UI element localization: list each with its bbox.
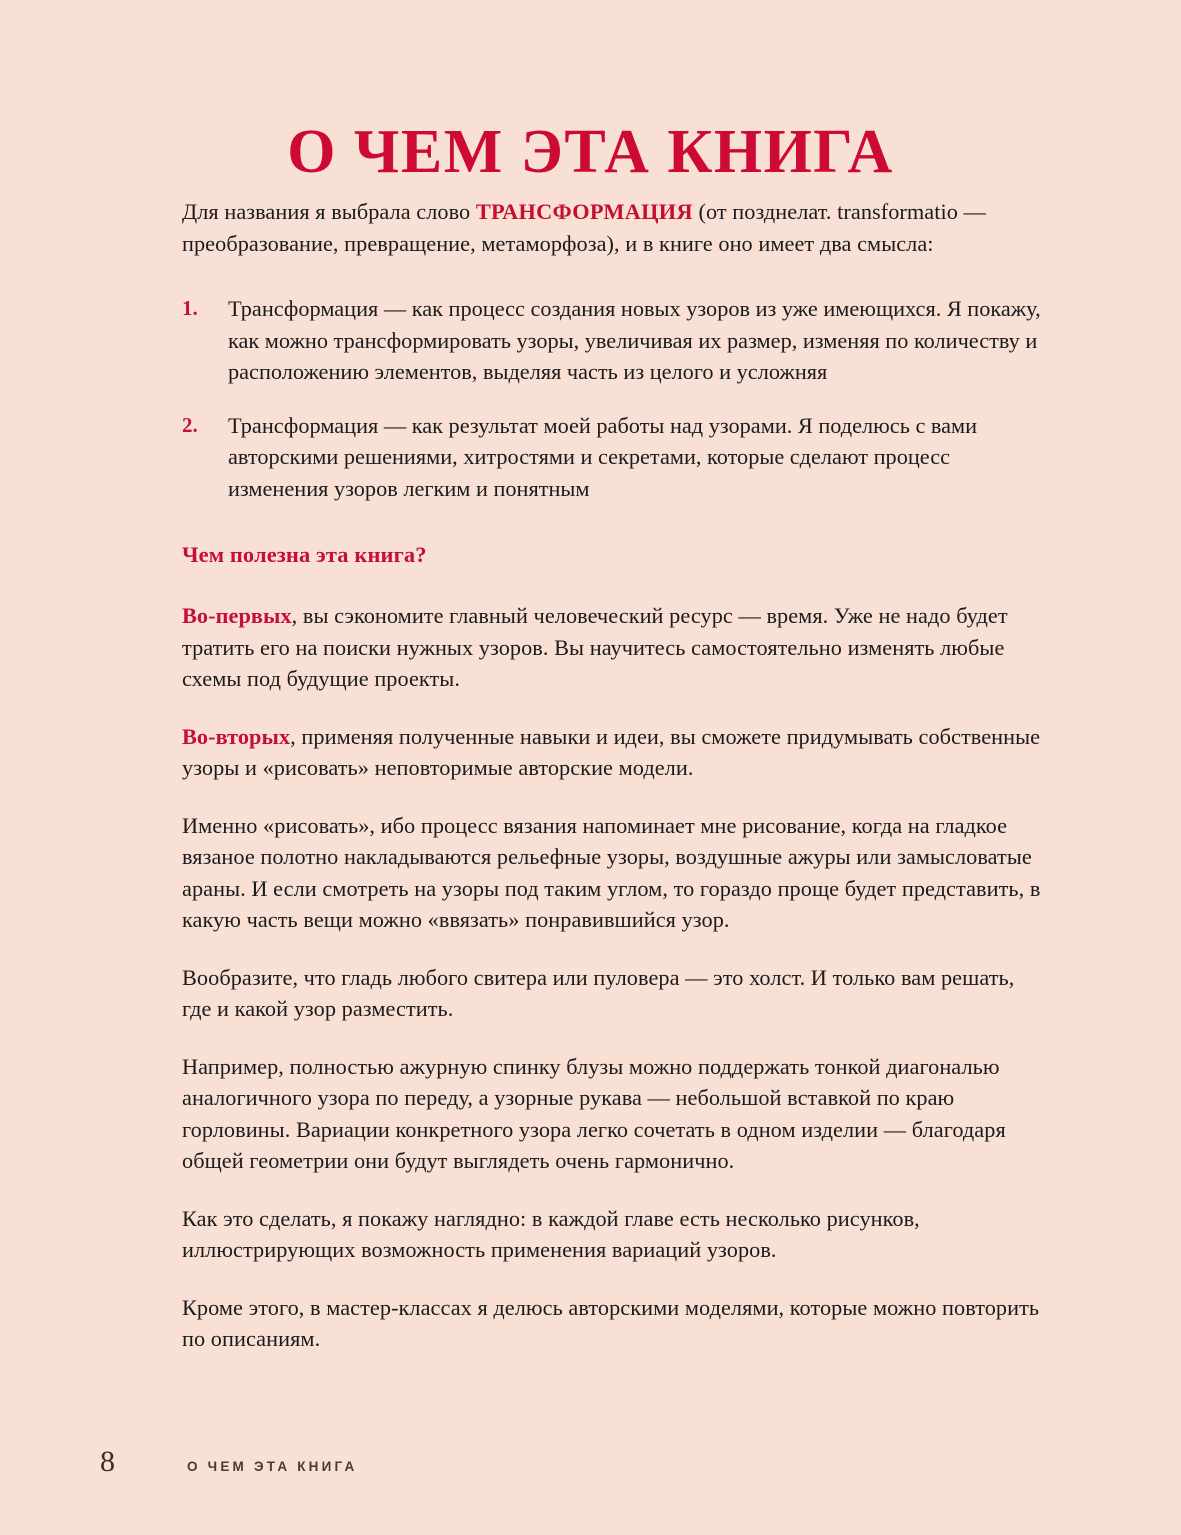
paragraph-3: Именно «рисовать», ибо процесс вязания напоминает мне рисование, когда на гладкое вязаное полотно накладываются рельефные узоры, воздушные ажуры или замысловатые араны. И если смотреть на узоры под таким углом, то гораздо проще будет представить, в какую часть вещи можно «ввязать» понравившийся узор. [182,812,1041,932]
list-item-marker: 2. [182,412,198,437]
paragraph-7: Кроме этого, в мастер-классах я делюсь авторскими моделями, которые можно повторить по описаниям. [182,1294,1040,1351]
first-point-text: , вы сэкономите главный человеческий ресурс — время. Уже не надо будет тратить его на поиски нужных узоров. Вы научитесь самостоятельно изменять любые схемы под будущие проекты. [182,603,1008,691]
paragraph-4: Вообразите, что гладь любого свитера или пуловера — это холст. И только вам решать, где и какой узор разместить. [182,964,1015,1021]
page-footer [100,1447,357,1477]
paragraph-6: Как это сделать, я покажу наглядно: в каждой главе есть несколько рисунков, иллюстрирующих возможность применения вариаций узоров. [182,1205,920,1262]
running-head: О ЧЕМ ЭТА КНИГА [187,1459,358,1474]
second-point-accent: Во-вторых [182,723,291,749]
list-item-marker: 1. [182,296,198,320]
numbered-list [182,293,1048,504]
second-point-text: , применяя полученные навыки и идеи, вы сможете придумывать собственные узоры и «рисовать» неповторимые авторские модели. [182,723,1041,780]
intro-paragraph [182,196,1048,259]
paragraph-5: Например, полностью ажурную спинку блузы можно поддержать тонкой диагональю аналогичного узора по переду, а узорные рукава — небольшой вставкой по краю горловины. Вариации конкретного узора легко сочетать в одном изделии — благодаря общей геометрии они будут выглядеть очень гармонично. [182,1053,1006,1173]
intro-accent-word: ТРАНСФОРМАЦИЯ [475,199,693,224]
first-point-accent: Во-первых [182,603,292,628]
section-subheading: Чем полезна эта книга? [182,542,427,567]
list-item [182,410,1048,505]
list-item-text: Трансформация — как процесс создания новых узоров из уже имеющихся. Я покажу, как можно трансформировать узоры, увеличивая их размер, изменяя по количеству и расположению элементов, выделяя часть из целого и усложняя [228,296,1041,384]
list-item-text: Трансформация — как результат моей работы над узорами. Я поделюсь с вами авторскими решениями, хитростями и секретами, которые сделают процесс изменения узоров легким и понятным [228,412,978,501]
intro-text-before: Для названия я выбрала слово [182,199,476,224]
list-item [182,293,1048,388]
page-number: 8 [100,1445,115,1478]
paragraph-second-point [182,721,1048,784]
page-title: О ЧЕМ ЭТА КНИГА [287,117,894,186]
intro-text-after: (от позднелат. transformatio — преобразование, превращение, метаморфоза), и в книге оно имеет два смысла: [182,199,986,256]
paragraph-first-point [182,600,1048,695]
page-content [182,196,1048,1381]
